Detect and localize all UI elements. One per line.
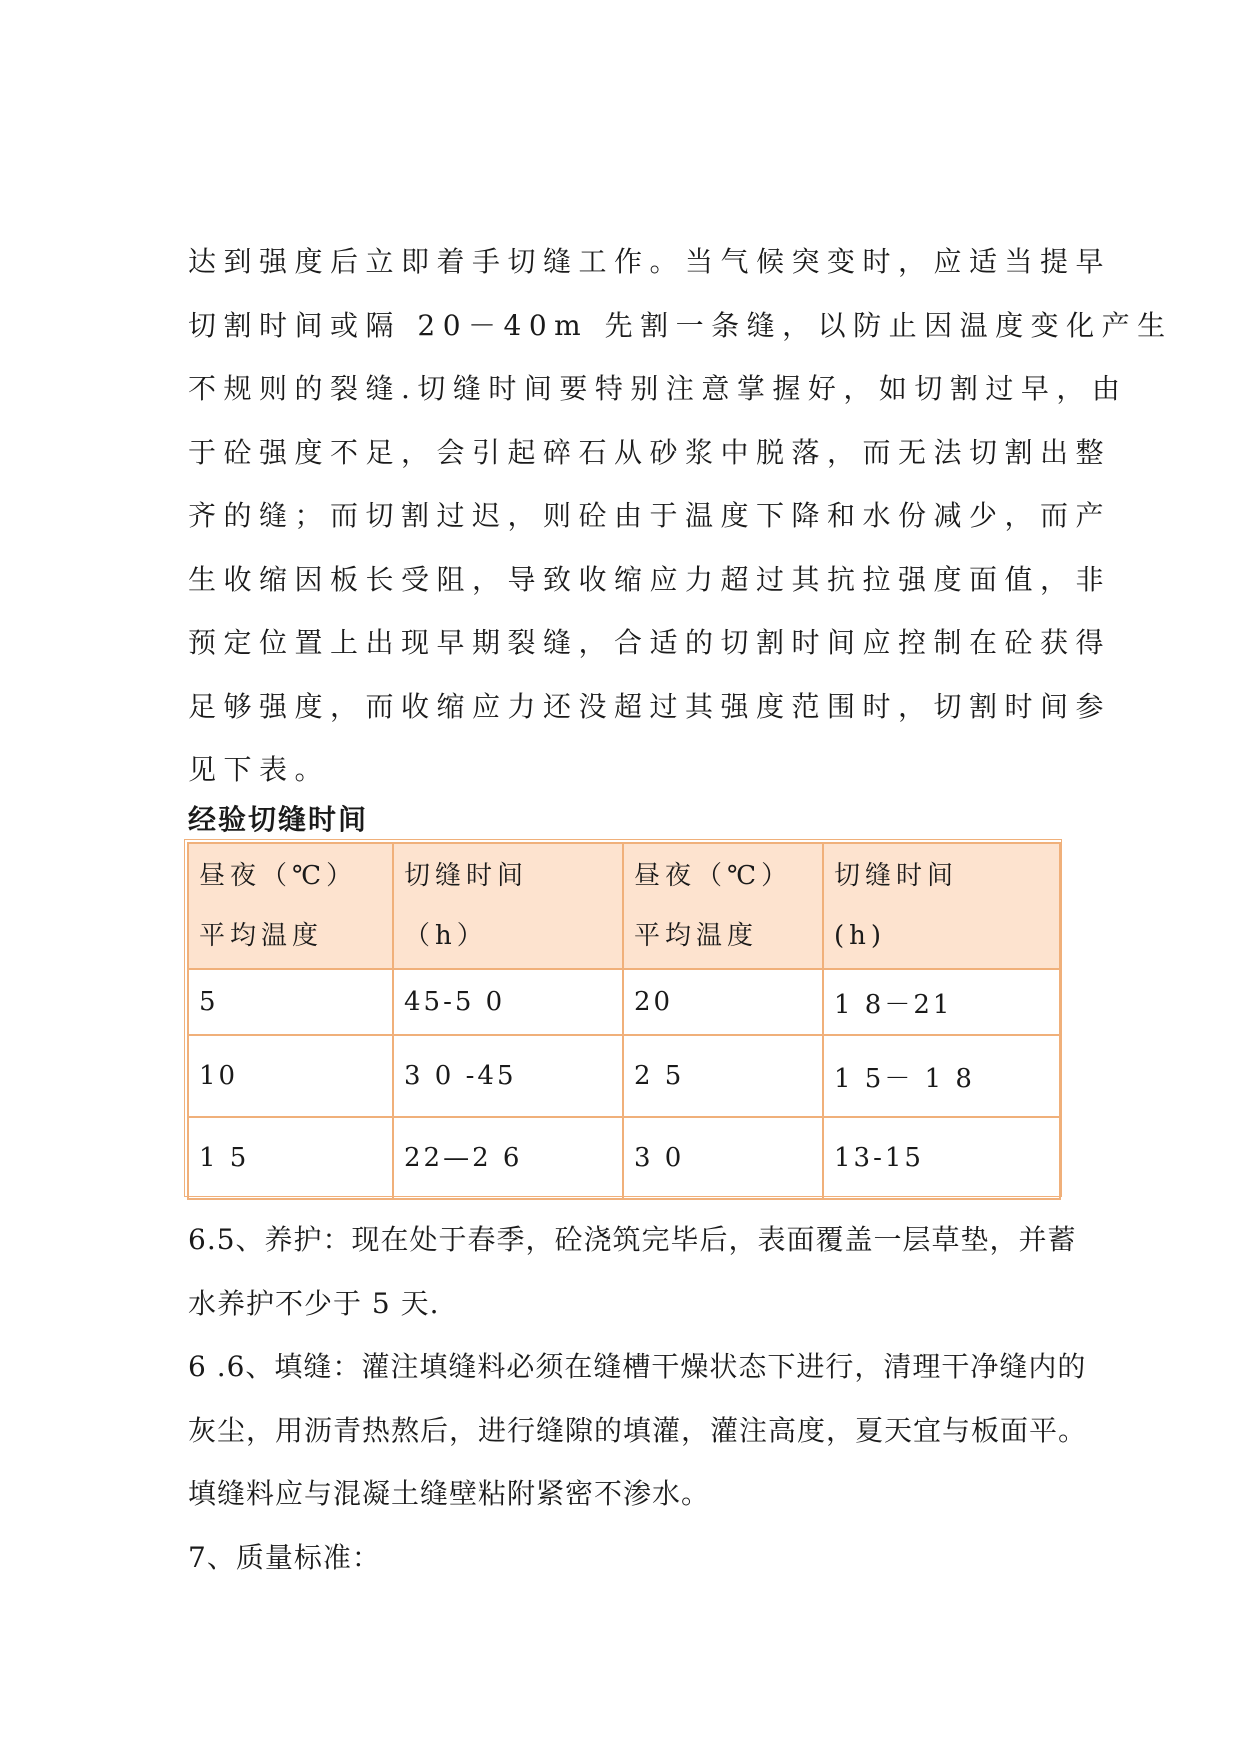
section-text [188, 1208, 1088, 1589]
table-cell: 2 5 [623, 1035, 823, 1117]
paragraph-line: 预定位置上出现早期裂缝，合适的切割时间应控制在砼获得 [188, 626, 1112, 659]
section-heading-quality-standard: 7、质量标准： [188, 1540, 381, 1574]
table-cell: 10 [188, 1035, 393, 1117]
paragraph-line: 齐的缝；而切割过迟，则砼由于温度下降和水份减少，而产 [188, 499, 1112, 532]
paragraph-line: 见下表。 [188, 753, 331, 786]
body-paragraph [188, 230, 1173, 802]
header-cell-cut-time: 切缝时间 （h） [393, 843, 623, 969]
paragraph-line: 生收缩因板长受阻，导致收缩应力超过其抗拉强度面值，非 [188, 562, 1112, 596]
section-line-curing: 6.5、养护：现在处于春季，砼浇筑完毕后，表面覆盖一层草垫，并蓄 [188, 1223, 1077, 1256]
table-cell: 13-15 [823, 1117, 1060, 1199]
section-line: 水养护不少于 5 天. [188, 1286, 440, 1320]
table-row [188, 969, 1060, 1035]
paragraph-line: 足够强度，而收缩应力还没超过其强度范围时，切割时间参 [188, 689, 1112, 723]
paragraph-line: 于砼强度不足，会引起碎石从砂浆中脱落，而无法切割出整 [188, 435, 1112, 469]
table-cell: 1 5 [188, 1117, 393, 1199]
header-cell-temperature: 昼夜（℃） 平均温度 [623, 843, 823, 969]
header-cell-temperature: 昼夜（℃） 平均温度 [188, 843, 393, 969]
paragraph-line: 切割时间或隔 20－40m 先割一条缝，以防止因温度变化产生 [188, 308, 1173, 342]
cutting-time-table [187, 842, 1061, 1200]
table-row [188, 1117, 1060, 1199]
section-line: 填缝料应与混凝土缝壁粘附紧密不渗水。 [188, 1477, 711, 1510]
section-line: 灰尘，用沥青热熬后，进行缝隙的填灌，灌注高度，夏天宜与板面平。 [188, 1413, 1088, 1447]
table-cell: 1 5－ 1 8 [823, 1035, 1060, 1117]
table-header-row [188, 843, 1060, 969]
table-cell: 22—2 6 [393, 1117, 623, 1199]
section-line-joint-filling: 6 .6、填缝：灌注填缝料必须在缝槽干燥状态下进行，清理干净缝内的 [188, 1350, 1087, 1383]
header-cell-cut-time: 切缝时间 (h) [823, 843, 1060, 969]
table-row [188, 1035, 1060, 1117]
table-cell: 3 0 -45 [393, 1035, 623, 1117]
table-cell: 5 [188, 969, 393, 1035]
table-cell: 3 0 [623, 1117, 823, 1199]
paragraph-line: 达到强度后立即着手切缝工作。当气候突变时，应适当提早 [188, 245, 1112, 278]
table-title: 经验切缝时间 [188, 803, 369, 836]
paragraph-line: 不规则的裂缝.切缝时间要特别注意掌握好，如切割过早，由 [188, 372, 1128, 405]
table-cell: 20 [623, 969, 823, 1035]
table-cell: 1 8－21 [823, 969, 1060, 1035]
table-cell: 45-5 0 [393, 969, 623, 1035]
